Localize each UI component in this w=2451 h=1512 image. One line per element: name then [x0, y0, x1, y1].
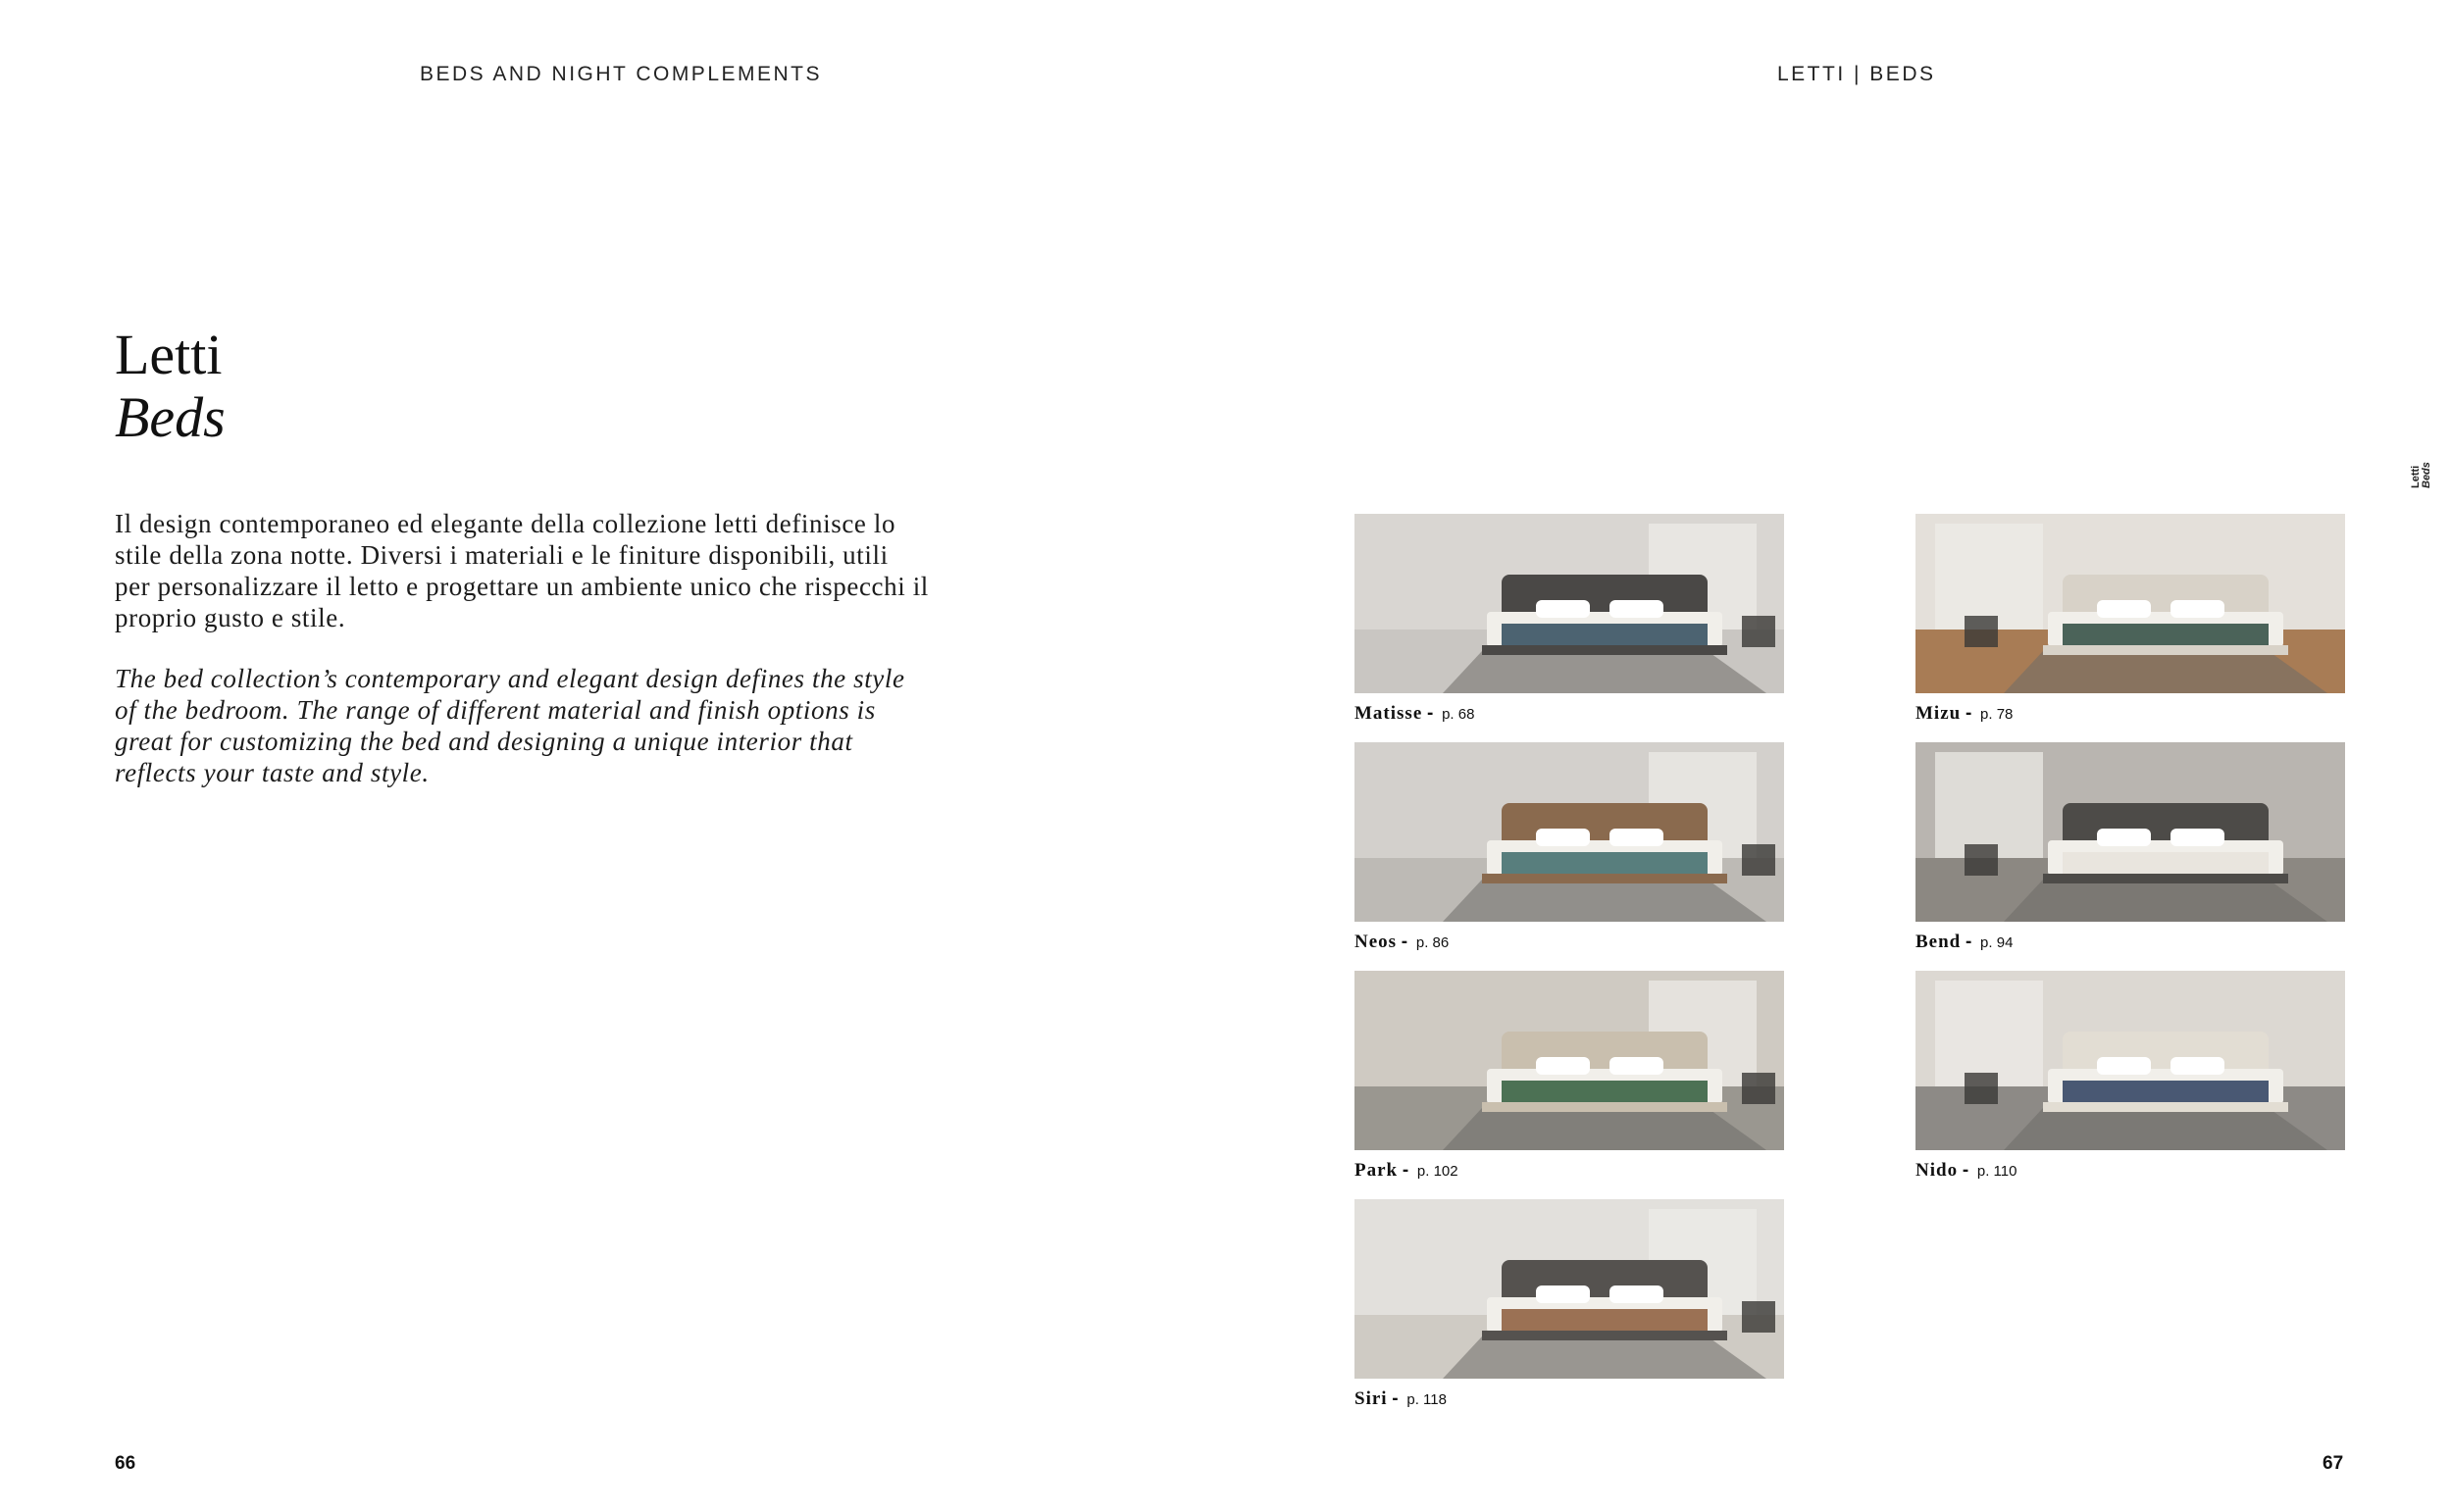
bedroom-illustration — [1915, 971, 2345, 1150]
page-number-right: 67 — [2323, 1453, 2344, 1474]
product-photo[interactable] — [1354, 514, 1784, 693]
product-name: Bend — [1915, 932, 1962, 952]
product-card-siri[interactable] — [1354, 1199, 1784, 1410]
product-card-mizu[interactable] — [1915, 514, 2345, 725]
running-head-right: LETTI | BEDS — [1777, 63, 1936, 85]
product-caption — [1915, 703, 2345, 725]
product-name: Nido — [1915, 1160, 1959, 1181]
product-page-ref: p. 110 — [1976, 1163, 2017, 1180]
product-photo[interactable] — [1354, 742, 1784, 922]
product-card-nido[interactable] — [1915, 971, 2345, 1182]
bedroom-illustration — [1354, 971, 1784, 1150]
section-title — [115, 324, 226, 449]
product-photo[interactable] — [1354, 1199, 1784, 1379]
caption-separator: - — [1401, 932, 1408, 952]
caption-separator: - — [1965, 932, 1972, 952]
product-photo[interactable] — [1915, 514, 2345, 693]
product-page-ref: p. 94 — [1980, 934, 2014, 951]
product-caption — [1354, 703, 1784, 725]
product-caption — [1354, 1388, 1784, 1410]
running-head-left: BEDS AND NIGHT COMPLEMENTS — [420, 63, 823, 85]
caption-separator: - — [1402, 1160, 1409, 1181]
product-name: Park — [1354, 1160, 1399, 1181]
bedroom-illustration — [1915, 742, 2345, 922]
product-name: Siri — [1354, 1388, 1388, 1409]
side-tab — [2411, 449, 2430, 488]
page-number-left: 66 — [115, 1453, 136, 1474]
product-card-matisse[interactable] — [1354, 514, 1784, 725]
caption-separator: - — [1965, 703, 1972, 724]
product-name: Neos — [1354, 932, 1398, 952]
product-page-ref: p. 68 — [1442, 706, 1475, 723]
title-italian: Letti — [115, 323, 223, 386]
bedroom-illustration — [1915, 514, 2345, 693]
product-name: Matisse — [1354, 703, 1423, 724]
side-tab-english: Beds — [2421, 462, 2432, 488]
caption-separator: - — [1427, 703, 1434, 724]
product-card-park[interactable] — [1354, 971, 1784, 1182]
product-page-ref: p. 86 — [1415, 934, 1450, 951]
bedroom-illustration — [1354, 742, 1784, 922]
intro-italian: Il design contemporaneo ed elegante della collezione letti definisce lo stile della zona notte. Diversi i materiali e le finiture disponibili, utili per personalizzare il letto e progettare un ambiente unico che rispecchi il proprio gusto e stile. — [115, 509, 929, 632]
product-caption — [1915, 1160, 2345, 1182]
product-name: Mizu — [1915, 703, 1962, 724]
product-caption — [1354, 1160, 1784, 1182]
product-card-neos[interactable] — [1354, 742, 1784, 953]
bedroom-illustration — [1354, 1199, 1784, 1379]
caption-separator: - — [1962, 1160, 1969, 1181]
product-card-bend[interactable] — [1915, 742, 2345, 953]
product-page-ref: p. 78 — [1980, 706, 2014, 723]
product-photo[interactable] — [1354, 971, 1784, 1150]
product-caption — [1915, 932, 2345, 953]
product-page-ref: p. 118 — [1406, 1391, 1447, 1408]
intro-english: The bed collection’s contemporary and elegant design defines the style of the bedroom. The range of different material and finish options is great for customizing the bed and designing a unique interior that reflects your taste and style. — [115, 664, 905, 787]
product-caption — [1354, 932, 1784, 953]
title-english: Beds — [115, 385, 226, 449]
product-page-ref: p. 102 — [1416, 1163, 1458, 1180]
bedroom-illustration — [1354, 514, 1784, 693]
side-tab-italian: Letti — [2410, 465, 2422, 488]
product-photo[interactable] — [1915, 971, 2345, 1150]
caption-separator: - — [1392, 1388, 1399, 1409]
product-photo[interactable] — [1915, 742, 2345, 922]
